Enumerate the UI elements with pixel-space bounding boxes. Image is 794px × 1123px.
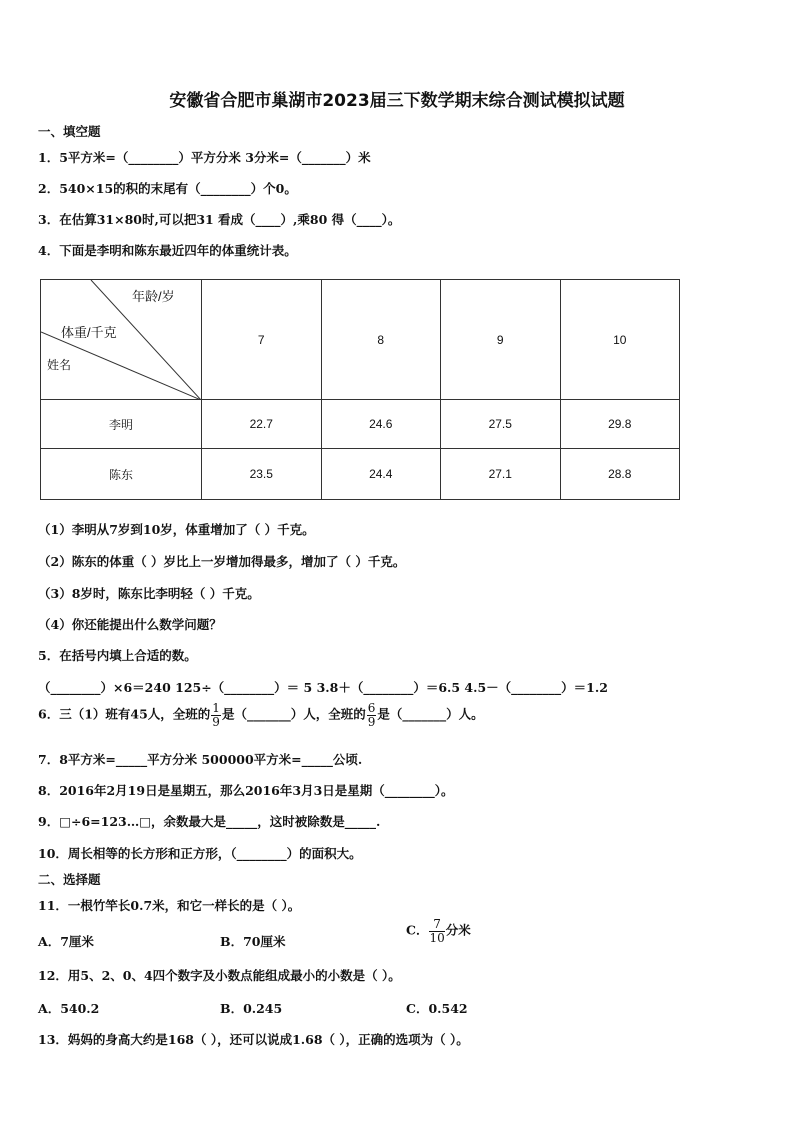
- question-4-part-3: （3）8岁时，陈东比李明轻（ ）千克。: [38, 586, 260, 601]
- table-corner-header: [41, 280, 202, 400]
- question-9: 9．□÷6=123…□，余数最大是_____，这时被除数是_____.: [38, 814, 381, 829]
- question-5: 5．在括号内填上合适的数。: [38, 648, 197, 663]
- question-11: 11．一根竹竿长0.7米，和它一样长的是（ ）。: [38, 898, 301, 913]
- corner-age-label: 年龄/岁: [132, 289, 175, 304]
- question-3: 3．在估算31×80时,可以把31 看成（____）,乘80 得（____）。: [38, 212, 401, 227]
- question-4-part-2: （2）陈东的体重（ ）岁比上一岁增加得最多，增加了（ ）千克。: [38, 554, 406, 569]
- section-heading-fill-blank: 一、填空题: [38, 124, 101, 139]
- fraction-one-ninth: [211, 702, 221, 728]
- q11-option-b: B．70厘米: [220, 934, 286, 949]
- weight-table: [40, 279, 680, 500]
- table-cell: 27.5: [441, 400, 561, 449]
- question-6-text-b: 是（_______）人，全班的: [221, 706, 366, 722]
- question-6-text-a: 6．三（1）班有45人，全班的: [38, 706, 211, 722]
- table-cell: 27.1: [441, 449, 561, 500]
- question-5-equations: （________）×6＝240 125÷（________）＝ 5 3.8＋（________）＝6.5 4.5－（________）＝1.2: [38, 680, 608, 695]
- age-header-9: 9: [441, 280, 561, 400]
- option-c-prefix: C．: [406, 922, 429, 938]
- fraction-denominator: 9: [212, 714, 220, 729]
- q12-option-b: B．0.245: [220, 1001, 283, 1016]
- question-12: 12．用5、2、0、4四个数字及小数点能组成最小的小数是（ ）。: [38, 968, 401, 983]
- q12-option-a: A．540.2: [38, 1001, 100, 1016]
- table-cell: 24.6: [321, 400, 441, 449]
- fraction-numerator: 6: [367, 701, 376, 715]
- fraction-six-ninths: [367, 702, 377, 728]
- table-cell: 23.5: [202, 449, 322, 500]
- question-13: 13．妈妈的身高大约是168（ ），还可以说成1.68（ ），正确的选项为（ ）。: [38, 1032, 469, 1047]
- question-8: 8．2016年2月19日是星期五，那么2016年3月3日是星期（________）。: [38, 783, 454, 798]
- row-name-chendong: 陈东: [41, 449, 202, 500]
- age-header-10: 10: [560, 280, 680, 400]
- option-c-unit: 分米: [445, 922, 471, 938]
- corner-weight-label: 体重/千克: [61, 325, 117, 340]
- table-cell: 22.7: [202, 400, 322, 449]
- question-4-part-1: （1）李明从7岁到10岁，体重增加了（ ）千克。: [38, 522, 315, 537]
- fraction-denominator: 9: [367, 714, 376, 729]
- table-row: [41, 400, 680, 449]
- age-header-7: 7: [202, 280, 322, 400]
- section-heading-multiple-choice: 二、选择题: [38, 872, 101, 887]
- q11-option-c: [406, 918, 471, 944]
- table-cell: 28.8: [560, 449, 680, 500]
- table-cell: 29.8: [560, 400, 680, 449]
- q12-option-c: C．0.542: [406, 1001, 468, 1016]
- fraction-numerator: 1: [212, 701, 220, 715]
- table-cell: 24.4: [321, 449, 441, 500]
- fraction-denominator: 10: [429, 930, 445, 945]
- table-row: [41, 449, 680, 500]
- question-4: 4．下面是李明和陈东最近四年的体重统计表。: [38, 243, 297, 258]
- question-7: 7．8平方米=_____平方分米 500000平方米=_____公顷.: [38, 752, 363, 767]
- question-10: 10．周长相等的长方形和正方形，（________）的面积大。: [38, 846, 362, 861]
- question-2: 2．540×15的积的末尾有（________）个0。: [38, 181, 297, 196]
- age-header-8: 8: [321, 280, 441, 400]
- row-name-liming: 李明: [41, 400, 202, 449]
- fraction-seven-tenths: [429, 918, 444, 944]
- q11-option-a: A．7厘米: [38, 934, 94, 949]
- corner-name-label: 姓名: [47, 358, 72, 372]
- fraction-numerator: 7: [429, 918, 444, 932]
- question-1: 1．5平方米=（________）平方分米 3分米=（_______）米: [38, 150, 371, 165]
- question-4-part-4: （4）你还能提出什么数学问题？: [38, 617, 222, 632]
- question-6: [38, 702, 484, 728]
- question-6-text-c: 是（_______）人。: [377, 706, 484, 722]
- page-title: 安徽省合肥市巢湖市2023届三下数学期末综合测试模拟试题: [169, 91, 625, 111]
